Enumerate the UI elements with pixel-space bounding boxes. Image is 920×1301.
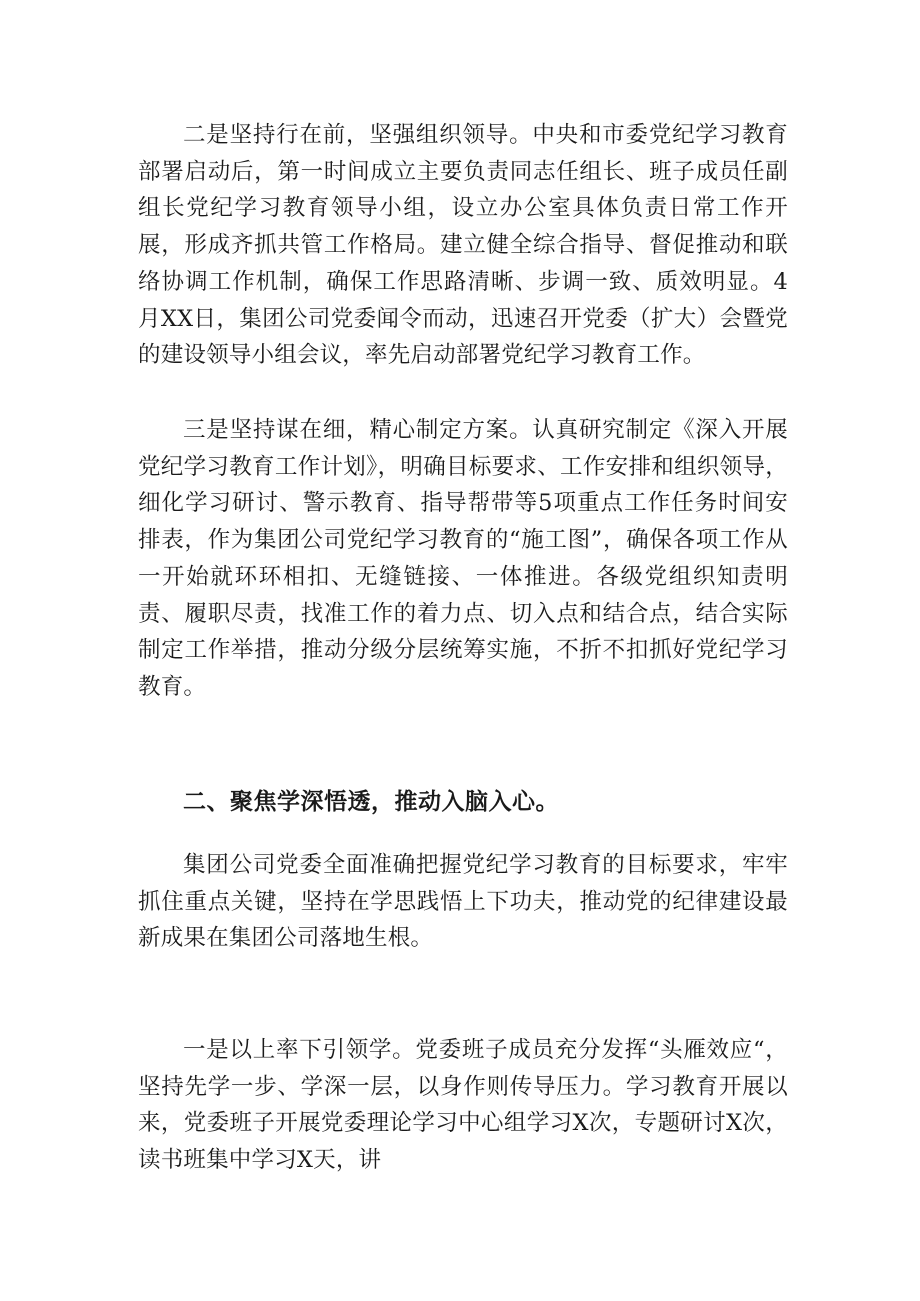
paragraph-section-intro: 集团公司党委全面准确把握党纪学习教育的目标要求，牢牢抓住重点关键，坚持在学思践悟上下功夫，推动党的纪律建设最新成果在集团公司落地生根。 — [138, 852, 788, 952]
paragraph-organization-leadership: 二是坚持行在前，坚强组织领导。中央和市委党纪学习教育部署启动后，第一时间成立主要负责同志任组长、班子成员任副组长党纪学习教育领导小组，设立办公室具体负责日常工作开展，形成齐抓共管工作格局。建立健全综合指导、督促推动和联络协调工作机制，确保工作思路清晰、步调一致、质效明显。4月XX日，集团公司党委闻令而动，迅速召开党委（扩大）会暨党的建设领导小组会议，率先启动部署党纪学习教育工作。 — [138, 122, 788, 369]
paragraph-plan-formulation: 三是坚持谋在细，精心制定方案。认真研究制定《深入开展党纪学习教育工作计划》，明确目标要求、工作安排和组织领导，细化学习研讨、警示教育、指导帮带等5项重点工作任务时间安排表，作为集团公司党纪学习教育的“施工图”，确保各项工作从一开始就环环相扣、无缝链接、一体推进。各级党组织知责明责、履职尽责，找准工作的着力点、切入点和结合点，结合实际制定工作举措，推动分级分层统筹实施，不折不扣抓好党纪学习教育。 — [138, 417, 788, 700]
section-heading: 二、聚焦学深悟透，推动入脑入心。 — [183, 789, 559, 815]
paragraph-leading-study: 一是以上率下引领学。党委班子成员充分发挥“头雁效应“，坚持先学一步、学深一层，以身作则传导压力。学习教育开展以来，党委班子开展党委理论学习中心组学习X次，专题研讨X次，读书班集中学习X天，讲 — [138, 1037, 788, 1174]
